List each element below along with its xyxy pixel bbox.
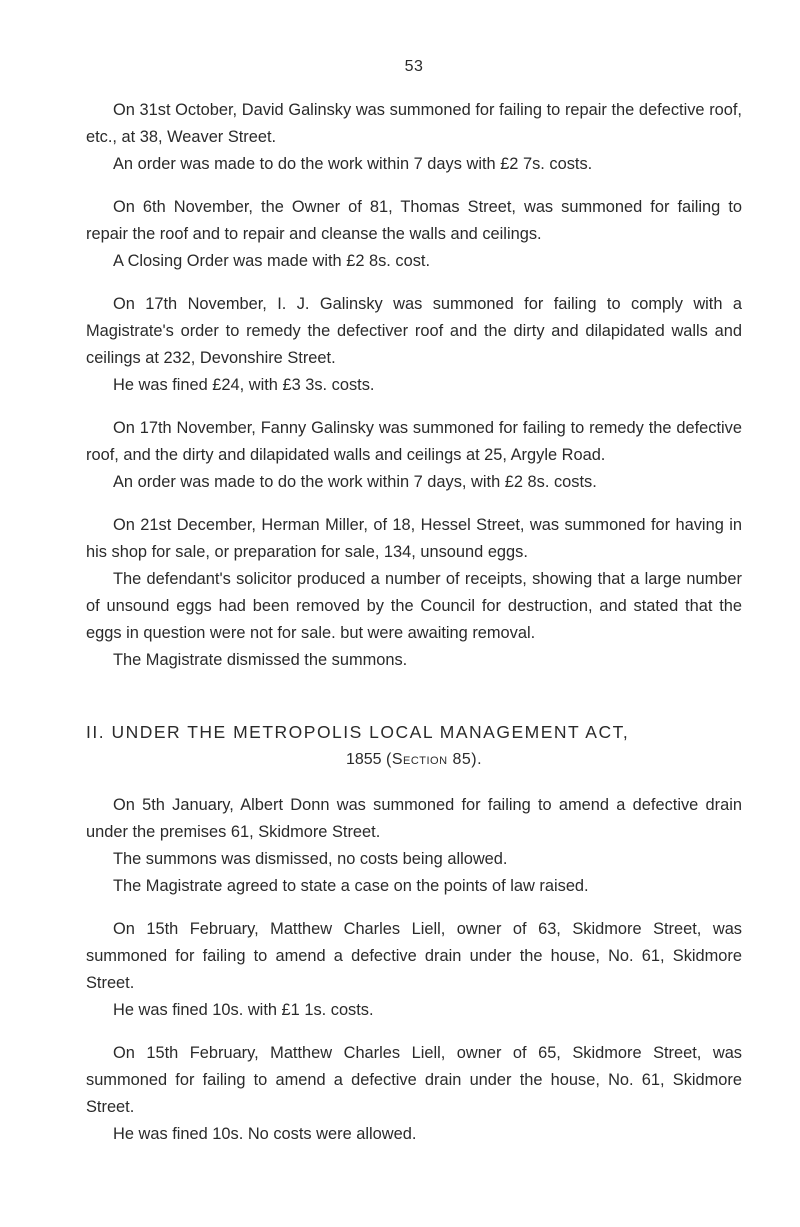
paragraph-miller-hessel-street: On 21st December, Herman Miller, of 18, Hessel Street, was summoned for having in his shop for sale, or preparation for sale, 134, unsound eggs. [86, 516, 742, 561]
paragraph-order-weaver-street: An order was made to do the work within 7 days with £2 7s. costs. [113, 155, 593, 173]
paragraph-solicitor-receipts: The defendant's solicitor produced a number of receipts, showing that a large number of unsound eggs had been removed by the Council for destruction, and stated that the eggs in question were not for sale. but were awaiting removal. [86, 570, 742, 642]
paragraph-closing-order: A Closing Order was made with £2 8s. cost. [113, 252, 431, 270]
paragraph-fine-devonshire-street: He was fined £24, with £3 3s. costs. [113, 376, 375, 394]
page-number: 53 [404, 58, 424, 75]
paragraph-fine-63-skidmore-street: He was fined 10s. with £1 1s. costs. [113, 1001, 374, 1019]
section-heading: II. UNDER THE METROPOLIS LOCAL MANAGEMENT ACT, [86, 722, 630, 742]
section-reference: (Section 85). [385, 751, 483, 768]
section-subheading [86, 746, 742, 773]
paragraph-case-stated: The Magistrate agreed to state a case on the points of law raised. [113, 877, 589, 895]
document-body [86, 97, 742, 1148]
paragraph-order-argyle-road: An order was made to do the work within 7 days, with £2 8s. costs. [113, 473, 597, 491]
paragraph-summons-dismissed: The Magistrate dismissed the summons. [113, 651, 408, 669]
paragraph-donn-skidmore-street: On 5th January, Albert Donn was summoned for failing to amend a defective drain under the premises 61, Skidmore Street. [86, 796, 742, 841]
paragraph-galinsky-weaver-street: On 31st October, David Galinsky was summoned for failing to repair the defective roof, etc., at 38, Weaver Street. [86, 101, 742, 146]
paragraph-owner-thomas-street: On 6th November, the Owner of 81, Thomas Street, was summoned for failing to repair the roof and to repair and cleanse the walls and ceilings. [86, 198, 742, 243]
paragraph-fine-65-skidmore-street: He was fined 10s. No costs were allowed. [113, 1125, 417, 1143]
section-year: 1855 [345, 751, 382, 768]
paragraph-galinsky-devonshire-street: On 17th November, I. J. Galinsky was summoned for failing to comply with a Magistrate's order to remedy the defectiver roof and the dirty and dilapidated walls and ceilings at 232, Devonshire Street. [86, 295, 742, 367]
paragraph-summons-dismissed-no-costs: The summons was dismissed, no costs being allowed. [113, 850, 508, 868]
paragraph-liell-65-skidmore-street: On 15th February, Matthew Charles Liell, owner of 65, Skidmore Street, was summoned for failing to amend a defective drain under the house, No. 61, Skidmore Street. [86, 1044, 742, 1116]
paragraph-liell-63-skidmore-street: On 15th February, Matthew Charles Liell, owner of 63, Skidmore Street, was summoned for failing to amend a defective drain under the house, No. 61, Skidmore Street. [86, 920, 742, 992]
paragraph-fanny-galinsky-argyle-road: On 17th November, Fanny Galinsky was summoned for failing to remedy the defective roof, and the dirty and dilapidated walls and ceilings at 25, Argyle Road. [86, 419, 742, 464]
